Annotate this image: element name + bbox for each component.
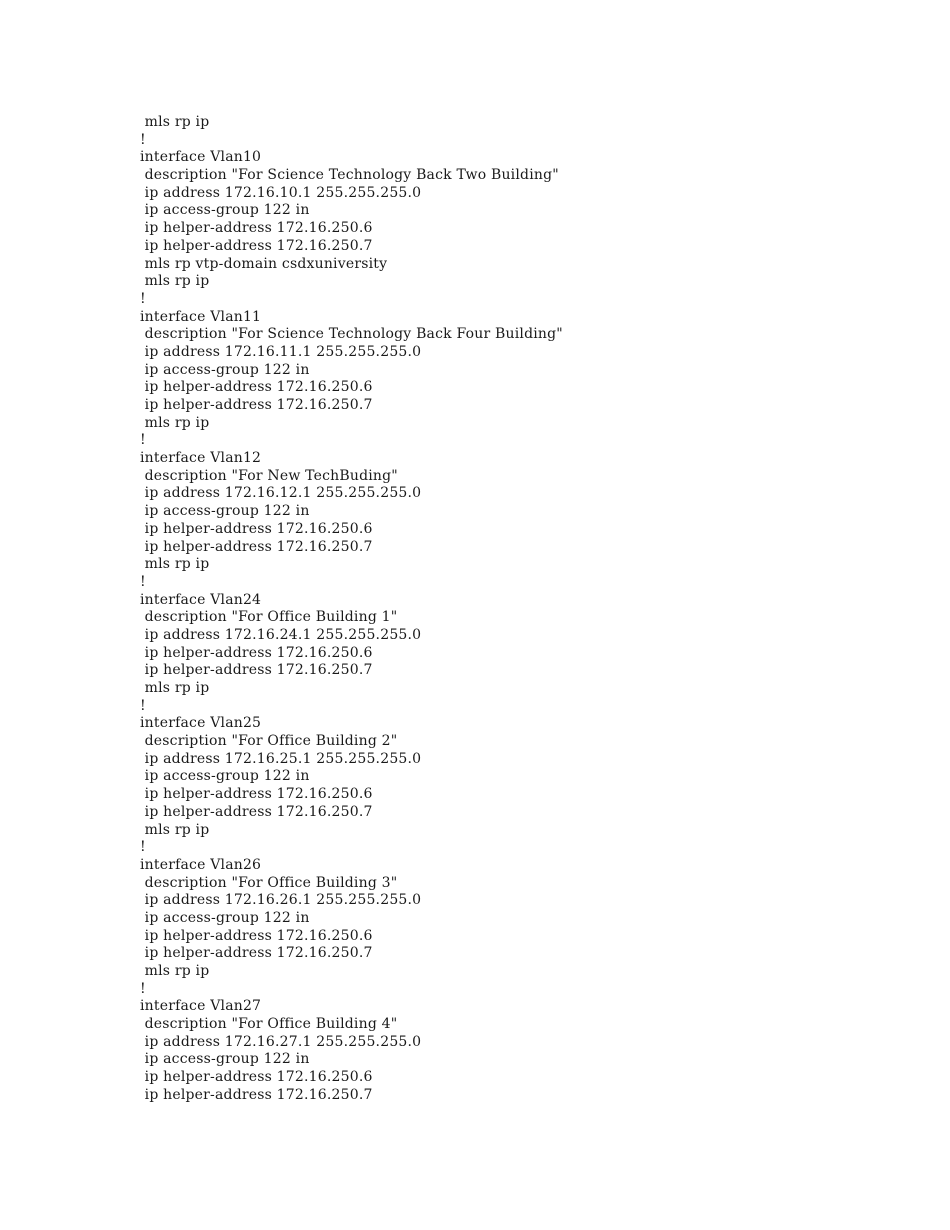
config-line: mls rp ip [140,414,210,431]
config-line: mls rp ip [140,556,210,573]
config-line: ip access-group 122 in [140,202,310,219]
config-line: description "For Office Building 1" [140,609,398,626]
config-line: mls rp ip [140,680,210,696]
config-line: description "For Office Building 2" [140,733,398,750]
config-line: ! [140,432,146,449]
config-line: interface Vlan12 [140,450,262,467]
config-line: ip helper-address 172.16.250.6 [140,379,373,396]
config-line: ! [140,290,146,307]
config-line: mls rp ip [140,963,210,979]
config-line: description "For Office Building 4" [140,1016,398,1033]
config-line: ip access-group 122 in [140,503,310,520]
config-line: ip helper-address 172.16.250.7 [140,397,373,413]
config-line: mls rp vtp-domain csdxuniversity [140,255,388,272]
config-line: ! [140,573,146,590]
config-line: mls rp ip [140,821,210,838]
config-line: interface Vlan24 [140,591,262,608]
config-line: description "For Science Technology Back Two Building" [140,167,559,184]
config-line: ip access-group 122 in [140,1051,310,1068]
config-line: ip helper-address 172.16.250.7 [140,1086,373,1103]
config-line: interface Vlan26 [140,856,262,873]
config-line: mls rp ip [140,114,210,130]
config-line: ip address 172.16.26.1 255.255.255.0 [140,892,422,909]
config-line: ip address 172.16.25.1 255.255.255.0 [140,750,422,767]
config-line: ip helper-address 172.16.250.7 [140,538,373,555]
config-line: description "For New TechBuding" [140,467,398,484]
config-line: interface Vlan11 [140,308,262,325]
config-line: interface Vlan10 [140,149,262,166]
config-line: ip helper-address 172.16.250.7 [140,945,373,962]
config-line: description "For Office Building 3" [140,874,398,891]
config-line: ip access-group 122 in [140,768,310,785]
config-line: interface Vlan25 [140,715,262,732]
config-line: ip helper-address 172.16.250.6 [140,927,373,944]
config-line: interface Vlan27 [140,998,262,1015]
config-line: ! [140,980,146,997]
config-line: ip helper-address 172.16.250.7 [140,237,373,254]
config-line: description "For Science Technology Back Four Building" [140,326,563,343]
config-line: ip address 172.16.27.1 255.255.255.0 [140,1033,422,1050]
config-line: ip address 172.16.11.1 255.255.255.0 [140,343,422,360]
config-line: ip helper-address 172.16.250.6 [140,786,373,803]
config-line: ip helper-address 172.16.250.7 [140,803,373,820]
config-line: ip address 172.16.24.1 255.255.255.0 [140,626,422,643]
config-line: ! [140,839,146,856]
config-line: ip address 172.16.10.1 255.255.255.0 [140,184,422,201]
config-line: ip access-group 122 in [140,361,310,378]
config-line: ! [140,131,146,148]
config-line: ip access-group 122 in [140,909,310,926]
config-line: ip helper-address 172.16.250.6 [140,520,373,537]
config-line: ip address 172.16.12.1 255.255.255.0 [140,485,422,502]
config-line: ip helper-address 172.16.250.6 [140,1069,373,1086]
config-line: mls rp ip [140,273,210,290]
config-line: ! [140,697,146,714]
config-line: ip helper-address 172.16.250.7 [140,662,373,679]
config-line: ip helper-address 172.16.250.6 [140,644,373,661]
config-line: ip helper-address 172.16.250.6 [140,220,373,237]
config-listing [140,114,563,1105]
